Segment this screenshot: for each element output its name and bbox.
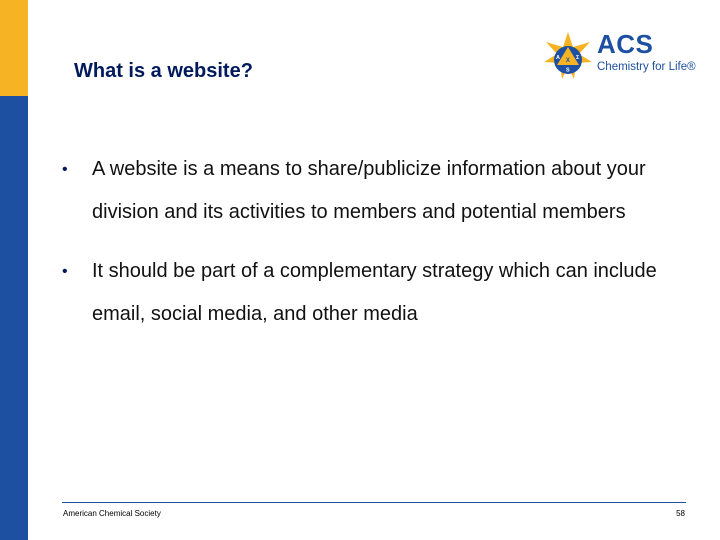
bullet-text: A website is a means to share/publicize information about your division and its activities to members and potential members xyxy=(92,158,646,223)
seal-letter-chi: Χ xyxy=(565,58,570,64)
sidebar-accent-blue xyxy=(0,96,28,540)
bullet-list xyxy=(58,148,698,352)
sidebar-accent-yellow xyxy=(0,0,28,96)
footer-page-number: 58 xyxy=(676,509,685,518)
bullet-dot-icon: • xyxy=(62,263,68,280)
bullet-item xyxy=(58,250,698,336)
seal-letter-sigma: Σ xyxy=(576,55,580,61)
bullet-item xyxy=(58,148,698,234)
logo-tagline: Chemistry for Life® xyxy=(597,61,696,73)
footer-divider xyxy=(62,502,686,503)
footer-organization: American Chemical Society xyxy=(63,509,161,518)
bullet-dot-icon: • xyxy=(62,161,68,178)
bullet-text: It should be part of a complementary strategy which can include email, social media, and other media xyxy=(92,260,657,325)
seal-letter-a: A xyxy=(556,55,560,61)
slide-title: What is a website? xyxy=(74,60,253,82)
logo-wordmark: ACS xyxy=(597,29,654,59)
seal-letter-s: S xyxy=(566,67,570,74)
